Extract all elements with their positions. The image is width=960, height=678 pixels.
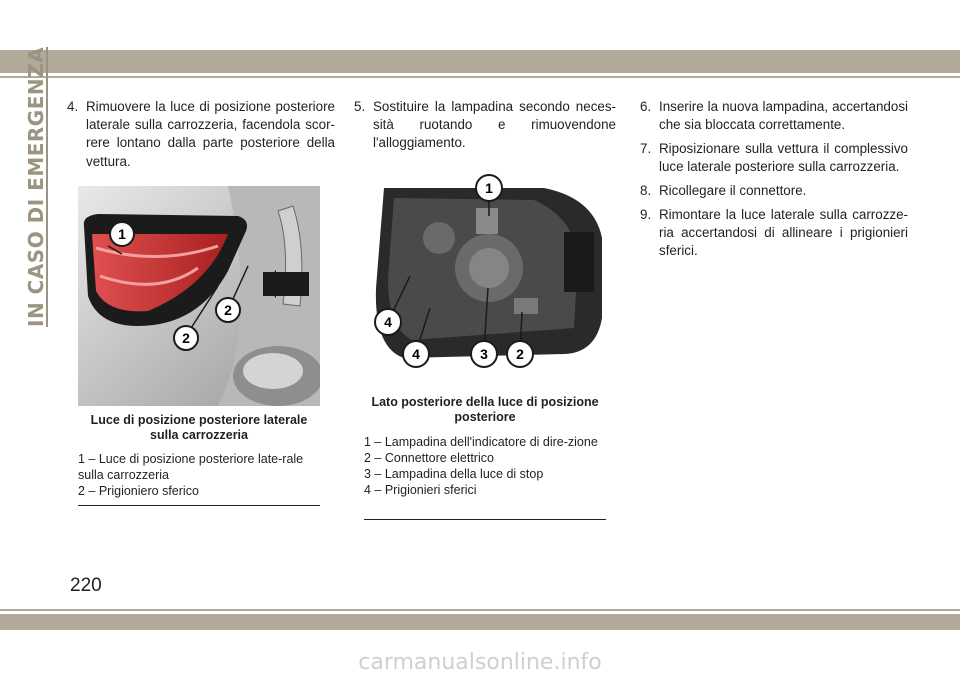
page-number: 220 xyxy=(70,575,102,596)
step-6 xyxy=(640,98,908,134)
step-text: Inserire la nuova lampadina, accertandosi che sia bloccata correttamente. xyxy=(659,99,908,133)
callout-1 xyxy=(476,175,502,201)
callout-3 xyxy=(471,341,497,367)
step-text: Sostituire la lampadina secondo neces-sità ruotando e rimuovendone l'alloggiamento. xyxy=(373,99,616,151)
step-number: 9. xyxy=(640,207,652,222)
step-number: 5. xyxy=(354,99,366,114)
figure-tail-light-body xyxy=(78,186,320,406)
footer-band xyxy=(0,614,960,630)
figure1-legend xyxy=(78,451,320,499)
step-8 xyxy=(640,182,908,200)
header-rule xyxy=(0,76,960,78)
figure-tail-light-back xyxy=(364,168,606,390)
step-number: 6. xyxy=(640,99,652,114)
figure2-caption: Lato posteriore della luce di posizione posteriore xyxy=(371,395,599,424)
callout-1 xyxy=(110,222,134,246)
callout-2 xyxy=(216,298,240,322)
legend-item: 3 – Lampadina della luce di stop xyxy=(364,467,544,481)
step-text: Rimontare la luce laterale sulla carrozze-ria accertandosi di allineare i prigionieri sferici. xyxy=(659,207,908,259)
callout-2 xyxy=(507,341,533,367)
step-number: 7. xyxy=(640,141,652,156)
callout-label: 4 xyxy=(412,346,420,362)
legend-item: 1 – Luce di posizione posteriore late-rale sulla carrozzeria xyxy=(78,452,304,482)
legend-item: 1 – Lampadina dell'indicatore di dire-zione xyxy=(364,435,598,449)
step-7 xyxy=(640,140,908,176)
callout-label: 2 xyxy=(224,302,232,318)
step-text: Rimuovere la luce di posizione posteriore laterale sulla carrozzeria, facendola scor-rere lontano dalla parte posteriore della vettura. xyxy=(86,99,335,169)
legend-item: 2 – Prigioniero sferico xyxy=(78,484,199,498)
step-text: Riposizionare sulla vettura il complessivo luce laterale posteriore sulla carrozzeria. xyxy=(659,141,908,175)
step-9 xyxy=(640,206,908,261)
callout-label: 3 xyxy=(480,346,488,362)
legend-rule xyxy=(78,505,320,506)
step-4 xyxy=(67,98,335,171)
figure2-legend xyxy=(364,434,606,498)
callout-label: 2 xyxy=(516,346,524,362)
callout-label: 4 xyxy=(384,314,392,330)
tail-light-illustration xyxy=(78,186,320,406)
callout-label: 1 xyxy=(485,180,493,196)
header-band xyxy=(0,50,960,73)
legend-rule xyxy=(364,519,606,520)
step-number: 8. xyxy=(640,183,652,198)
legend-item: 4 – Prigionieri sferici xyxy=(364,483,477,497)
step-text: Ricollegare il connettore. xyxy=(659,183,807,198)
figure1-caption: Luce di posizione posteriore laterale sulla carrozzeria xyxy=(90,413,308,442)
section-title: IN CASO DI EMERGENZA xyxy=(24,46,48,327)
legend-item: 2 – Connettore elettrico xyxy=(364,451,494,465)
tail-light-back-illustration xyxy=(364,168,606,390)
step-number: 4. xyxy=(67,99,79,114)
step-5 xyxy=(354,98,616,153)
footer-rule xyxy=(0,609,960,611)
callout-4 xyxy=(375,309,401,335)
callout-4b xyxy=(403,341,429,367)
callout-label: 1 xyxy=(118,226,126,242)
callout-2b xyxy=(174,326,198,350)
callout-label: 2 xyxy=(182,330,190,346)
watermark: carmanualsonline.info xyxy=(358,650,602,675)
